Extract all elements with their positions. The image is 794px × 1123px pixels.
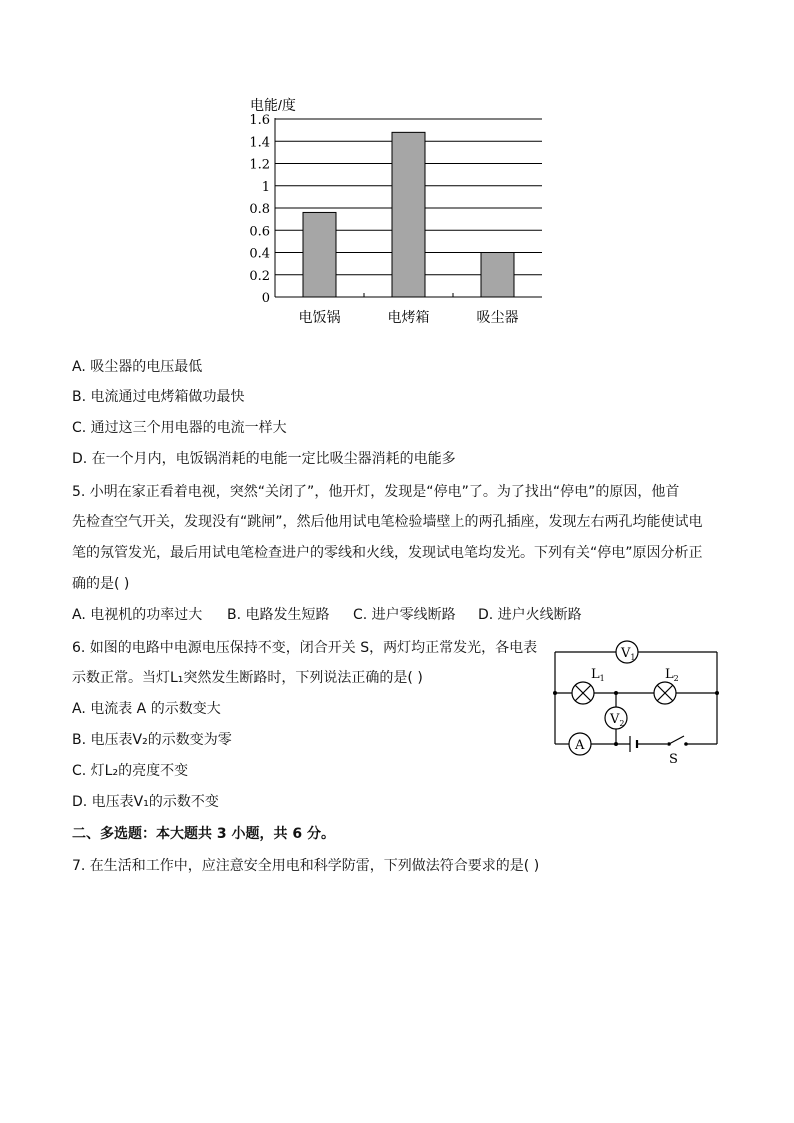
voltmeter-v1: [616, 641, 638, 663]
chart-y-tick-label: 0.6: [249, 224, 270, 240]
q5-stem-line-2: 先检查空气开关，发现没有“跳闸”，然后他用试电笔检验墙壁上的两孔插座，发现左右两孔均能使试电: [72, 514, 703, 530]
q7-stem: 7. 在生活和工作中，应注意安全用电和科学防雷，下列做法符合要求的是( ): [72, 858, 540, 874]
circuit-diagram: [545, 636, 725, 768]
q4-option-d: D. 在一个月内，电饭锅消耗的电能一定比吸尘器消耗的电能多: [72, 451, 456, 467]
svg-text:A: A: [575, 738, 585, 753]
q5-stem-line-3: 笔的氖管发光，最后用试电笔检查进户的零线和火线，发现试电笔均发光。下列有关“停电”原因分析正: [72, 545, 703, 561]
q6-option-b: B. 电压表V₂的示数变为零: [72, 732, 232, 748]
q5-option-a: A. 电视机的功率过大: [72, 607, 203, 623]
svg-text:V1: $V_1$: [621, 646, 636, 662]
q5-stem-line-1: 5. 小明在家正看着电视，突然“关闭了”，他开灯，发现是“停电”了。为了找出“停电”的原因，他首: [72, 484, 680, 500]
q5-option-b: B. 电路发生短路: [227, 607, 330, 623]
chart-y-tick-label: 0: [261, 291, 270, 306]
q5-stem-line-4: 确的是( ): [72, 576, 130, 592]
voltmeter-v2: [605, 707, 627, 729]
q4-option-a: A. 吸尘器的电压最低: [72, 359, 203, 375]
q6-stem-line-1: 6. 如图的电路中电源电压保持不变，闭合开关 S，两灯均正常发光，各电表: [72, 640, 538, 656]
ammeter-a: [569, 733, 591, 755]
q6-option-a: A. 电流表 A 的示数变大: [72, 701, 221, 717]
lamp-l2: [654, 682, 676, 704]
energy-bar-chart: [240, 90, 560, 335]
chart-y-tick-label: 0.8: [249, 202, 270, 217]
lamp-l2-label: $L_2$: [665, 667, 679, 683]
chart-category-label: 电烤箱: [387, 309, 430, 325]
chart-y-tick-label: 1.6: [249, 113, 270, 128]
q5-option-c: C. 进户零线断路: [353, 607, 456, 623]
q6-option-c: C. 灯L₂的亮度不变: [72, 763, 189, 779]
chart-category-label: 电饭锅: [298, 309, 341, 325]
svg-text:V2: $V_2$: [610, 712, 625, 728]
chart-ylabel: 电能/度: [250, 97, 296, 113]
lamp-l1: [572, 682, 594, 704]
q4-option-b: B. 电流通过电烤箱做功最快: [72, 389, 245, 405]
chart-y-tick-label: 1.2: [249, 157, 270, 173]
chart-bar: [303, 212, 336, 297]
chart-bar: [481, 253, 514, 298]
chart-bars: [303, 132, 514, 297]
chart-y-tick-label: 0.2: [249, 268, 270, 284]
q4-option-c: C. 通过这三个用电器的电流一样大: [72, 420, 287, 436]
chart-y-tick-label: 1.4: [249, 135, 270, 151]
section-2-heading: 二、多选题：本大题共 3 小题，共 6 分。: [72, 826, 335, 842]
switch-s: [667, 736, 688, 746]
q6-stem-line-2: 示数正常。当灯L₁突然发生断路时，下列说法正确的是( ): [72, 670, 423, 686]
chart-y-tick-label: 1: [261, 179, 270, 195]
chart-y-ticks: [249, 113, 270, 306]
lamp-l1-label: $L_1$: [591, 667, 605, 683]
switch-label: S: [669, 752, 678, 767]
chart-x-labels: [299, 293, 519, 325]
q5-options: [72, 605, 582, 625]
chart-y-tick-label: 0.4: [249, 246, 270, 262]
q6-option-d: D. 电压表V₁的示数不变: [72, 794, 219, 810]
q5-option-d: D. 进户火线断路: [478, 607, 582, 623]
chart-category-label: 吸尘器: [476, 309, 519, 325]
chart-bar: [392, 132, 425, 297]
